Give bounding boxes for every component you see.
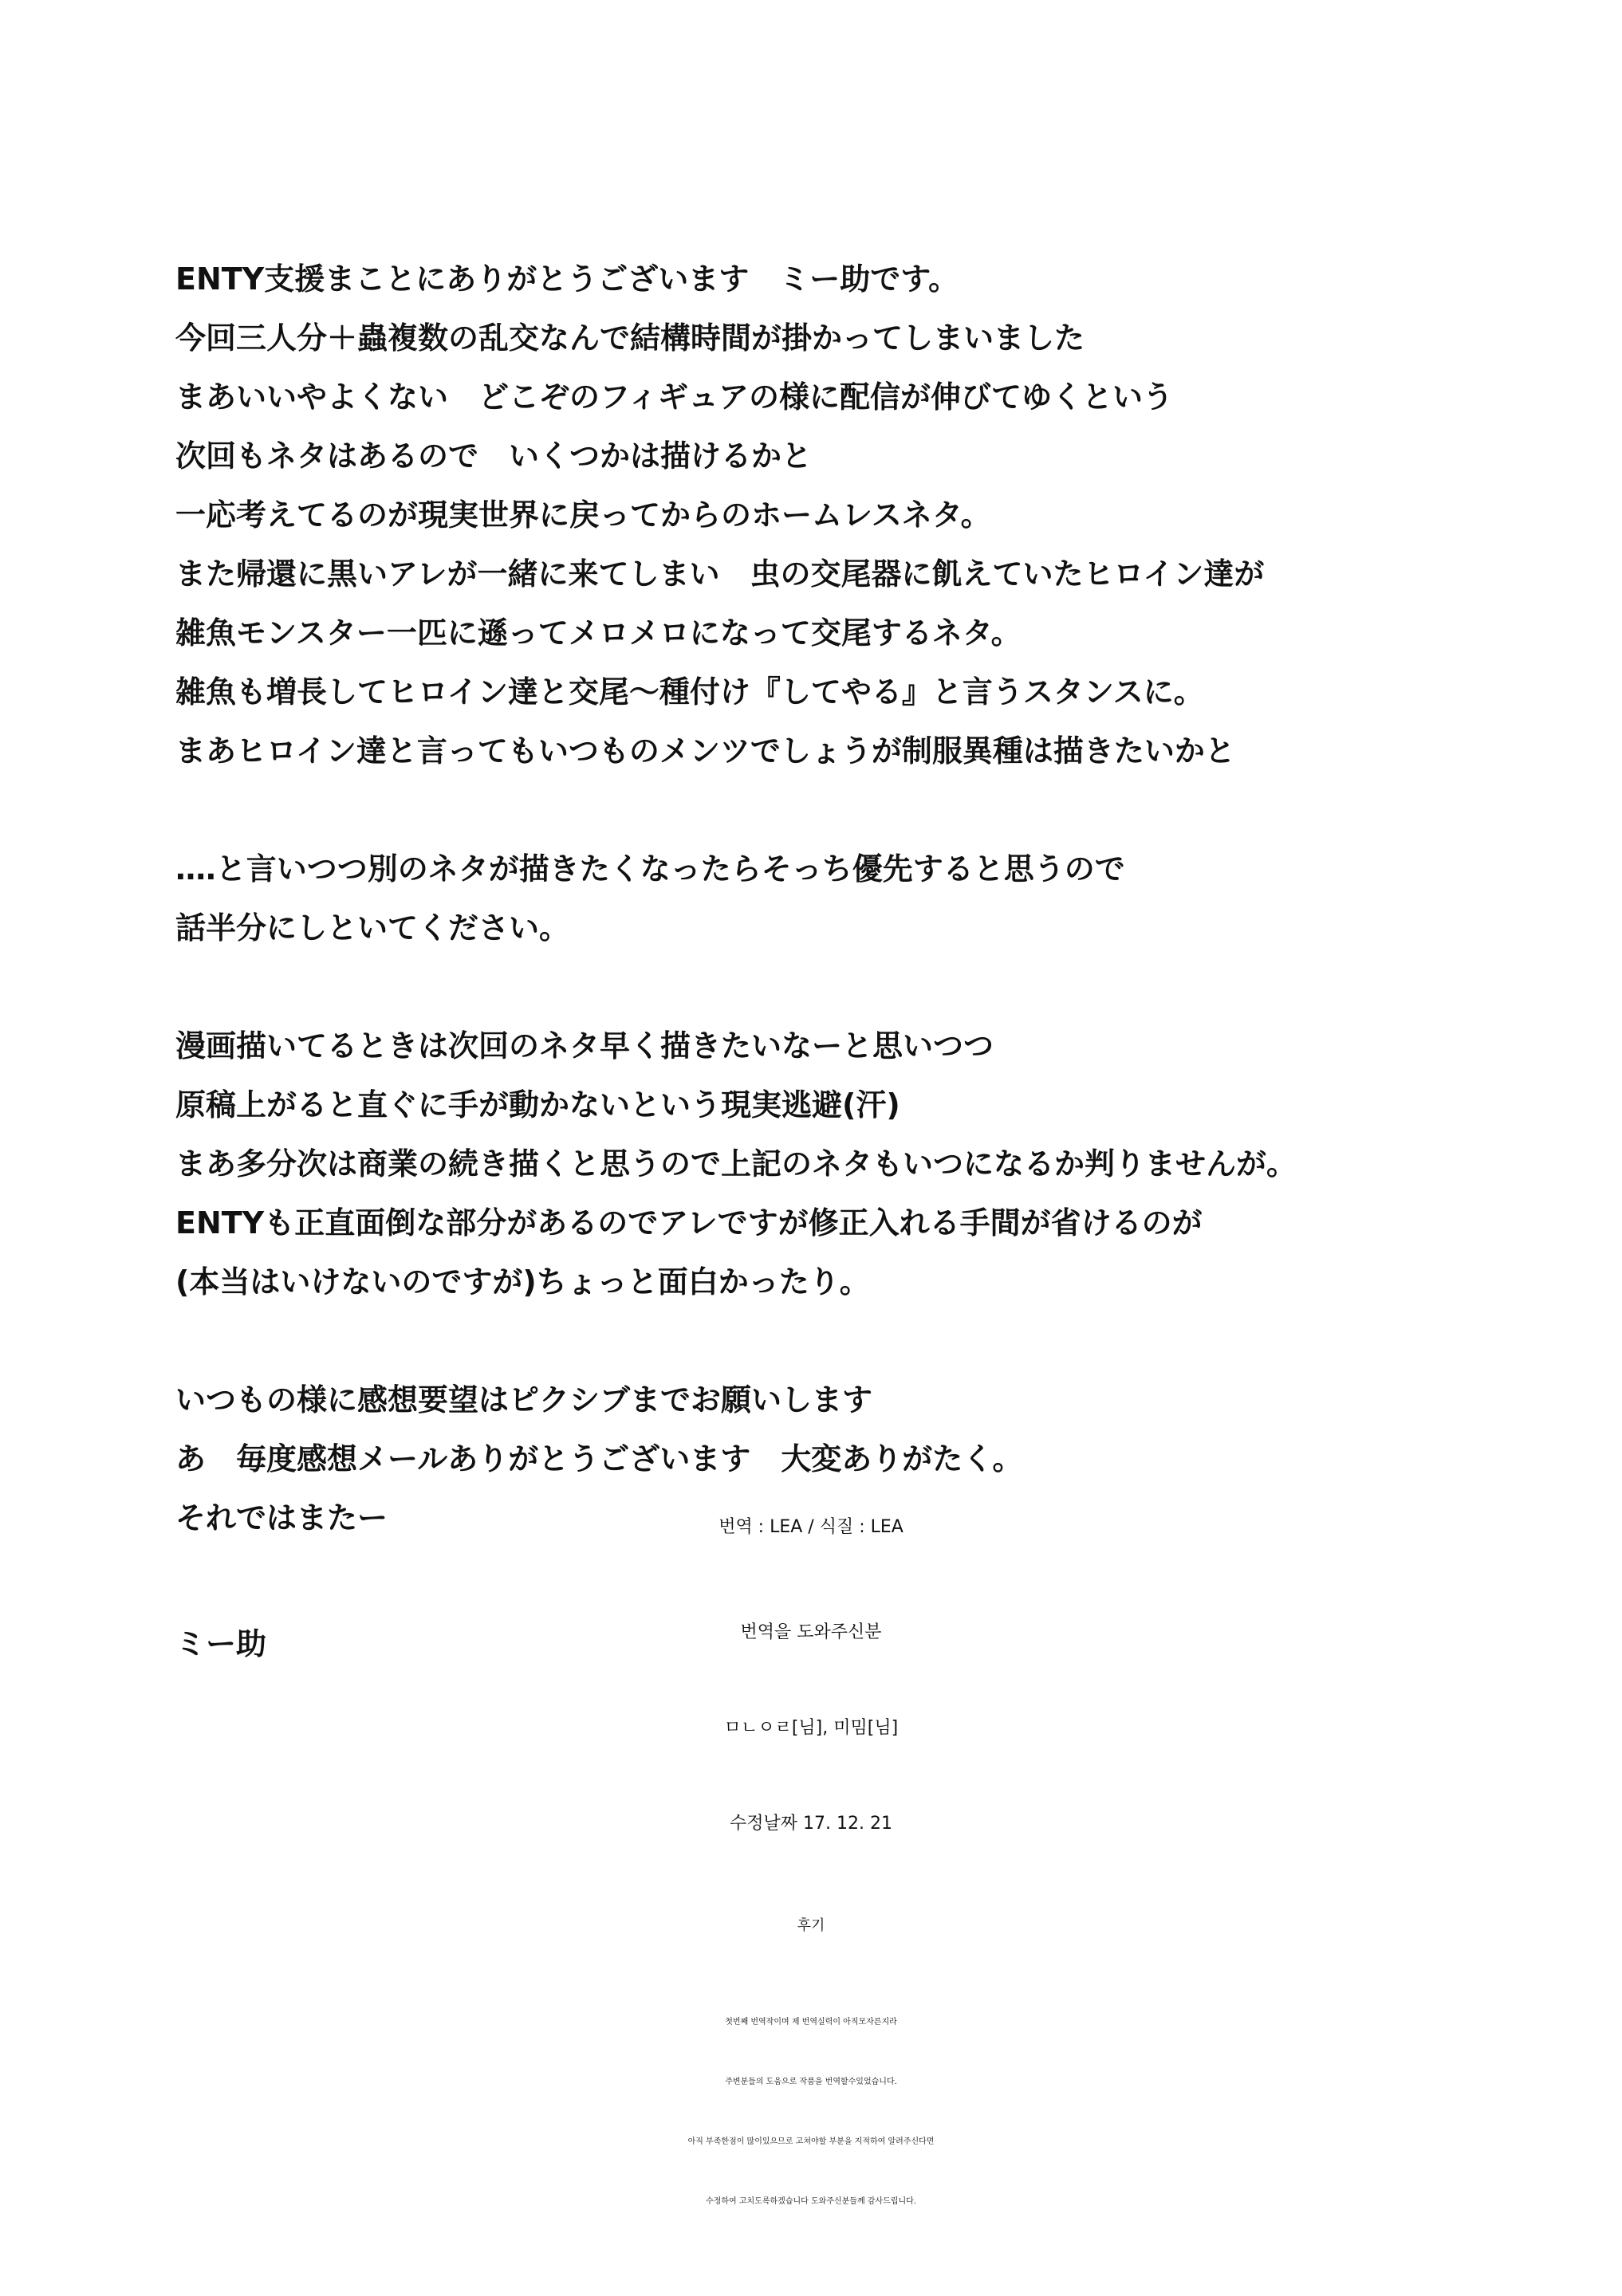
note-line-13: 原稿上がると直ぐに手が動かないという現実逃避(汗): [175, 1087, 900, 1122]
note-line-17: いつもの様に感想要望はピクシブまでお願いします: [175, 1382, 873, 1417]
note-line-9: まあヒロイン達と言ってもいつものメンツでしょうが制服異種は描きたいかと: [175, 733, 1235, 769]
afterword-line-1: 첫번째 번역작이며 제 번역실력이 아직모자른지라: [725, 2018, 897, 2027]
afterword-line-3: 아직 부족한점이 많이있으므로 고쳐야할 부분을 지적하여 알려주신다면: [687, 2137, 935, 2146]
afterword-line-2: 주변분들의 도움으로 작품을 번역할수있었습니다.: [725, 2078, 897, 2086]
note-line-3: まあいいやよくない どこぞのフィギュアの様に配信が伸びてゆくという: [175, 379, 1173, 415]
note-line-14: まあ多分次は商業の続き描くと思うので上記のネタもいつになるか判りませんが。: [175, 1146, 1297, 1181]
note-line-15: ENTYも正直面倒な部分があるのでアレですが修正入れる手間が省けるのが: [175, 1205, 1203, 1240]
note-line-16: (本当はいけないのですが)ちょっと面白かったり。: [175, 1264, 870, 1299]
note-line-1: ENTY支援まことにありがとうございます ミー助です。: [175, 261, 959, 297]
note-line-10: ‥‥と言いつつ別のネタが描きたくなったらそっち優先すると思うので: [175, 851, 1125, 887]
helpers-title: 번역을 도와주신분: [740, 1622, 882, 1642]
note-line-12: 漫画描いてるときは次回のネタ早く描きたいなーと思いつつ: [175, 1028, 994, 1063]
helpers-names: ㅁㄴㅇㄹ[님], 미밈[님]: [723, 1718, 899, 1738]
afterword-line-4: 수정하여 고치도록하겠습니다 도와주신분들께 감사드립니다.: [706, 2197, 916, 2206]
note-line-5: 一応考えてるのが現実世界に戻ってからのホームレスネタ。: [175, 497, 991, 533]
note-line-7: 雑魚モンスター一匹に遜ってメロメロになって交尾するネタ。: [175, 615, 1022, 651]
note-line-6: また帰還に黒いアレが一緒に来てしまい 虫の交尾器に飢えていたヒロイン達が: [175, 556, 1265, 592]
note-signature: ミー助: [175, 1626, 267, 1661]
note-line-11: 話半分にしといてください。: [175, 910, 570, 946]
note-line-2: 今回三人分＋蟲複数の乱交なんで結構時間が掛かってしまいました: [175, 320, 1085, 356]
afterword-title: 후기: [797, 1917, 825, 1934]
note-line-18: あ 毎度感想メールありがとうございます 大変ありがたく。: [175, 1441, 1023, 1476]
translator-credit: 번역 : LEA / 식질 : LEA: [718, 1517, 904, 1537]
note-line-4: 次回もネタはあるので いくつかは描けるかと: [175, 438, 813, 474]
revision-date: 수정날짜 17. 12. 21: [730, 1814, 892, 1834]
note-line-19: それではまたー: [175, 1500, 388, 1535]
note-line-8: 雑魚も増長してヒロイン達と交尾～種付け『してやる』と言うスタンスに。: [175, 674, 1204, 710]
